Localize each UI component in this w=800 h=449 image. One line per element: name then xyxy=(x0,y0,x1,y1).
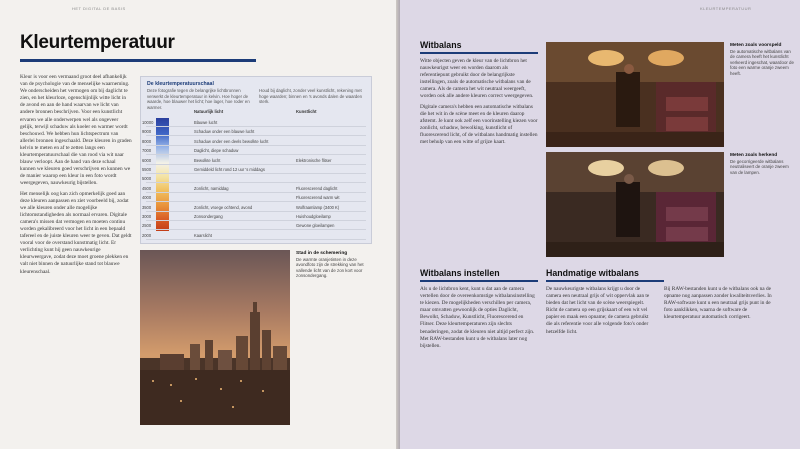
train-photo-warm xyxy=(546,42,724,147)
scale-row xyxy=(142,212,366,221)
caption-bottom xyxy=(730,152,794,175)
title-rule xyxy=(20,59,256,62)
left-page xyxy=(0,0,398,449)
artificial-light-label: Gewone gloeilampen xyxy=(296,223,335,229)
color-temperature-panel xyxy=(140,76,372,244)
artificial-light-label: Fluorescerend warm wit xyxy=(296,195,340,201)
raw-text: Bij RAW-bestanden kunt u de witbalans ook na de opname nog aanpassen zonder kwaliteitsverlies. In RAW-software kunt u een neutraal grijs punt in de foto aanklikken, waarna de software de kleurtemperatuur automatisch corrigeert. xyxy=(664,286,772,321)
handmatig-text: De nauwkeurigste witbalans krijgt u door de camera een neutraal grijs of wit oppervlak aan te bieden dat het licht van de scène weerspiegelt. Richt de camera op een grijskaart of een wit vel papier en maak een opname; de camera gebruikt die als referentie voor alle volgende foto's onder hetzelfde licht. xyxy=(546,286,650,335)
body-paragraph: Digitale camera's hebben een automatische witbalans die het wit in de scène meet en de kleuren daarop afstemt. Je kunt ook zelf een voorinstelling kiezen voor zonlicht, schaduw, bewolking, kunstlicht of fluorescerend licht, of de witbalans handmatig instellen met behulp van een witte of grijze kaart. xyxy=(420,103,538,146)
heading-witbalans: Witbalans xyxy=(420,40,462,50)
train-interior-image xyxy=(546,42,724,147)
caption-top-text: De automatische witbalans van de camera heeft het kunstlicht verkeerd ingeschat, waardoor de foto een warme oranje zweem heeft. xyxy=(730,48,794,76)
panel-intro-left: Deze fotografie tegen de belangrijke lichtbronnen verwerkt de kleurtemperatuur in kelvin. Hoe hoger de waarde, hoe blauwer het licht; hoe lager, hoe roder en warmer. xyxy=(147,88,250,110)
artificial-light-label: Huishoudgloeilamp xyxy=(296,214,331,219)
artificial-light-label: Elektronische flitser xyxy=(296,157,332,163)
heading-rule xyxy=(420,52,538,54)
scale-row xyxy=(142,118,366,127)
scale-row xyxy=(142,146,366,155)
scale-row xyxy=(142,137,366,146)
train-interior-image xyxy=(546,152,724,257)
kelvin-value: 3500 xyxy=(142,204,152,210)
right-page xyxy=(400,0,800,449)
natural-light-label: Bewolkte lucht xyxy=(194,157,221,163)
witbalans-text xyxy=(420,58,538,149)
page-title: Kleurtemperatuur xyxy=(20,32,175,53)
scale-row xyxy=(142,184,366,193)
scale-row xyxy=(142,156,366,165)
kelvin-value: 3000 xyxy=(142,214,152,219)
kelvin-value: 4500 xyxy=(142,185,152,191)
kelvin-value: 2000 xyxy=(142,232,152,238)
panel-intro-right: Houd bij daglicht, zonder veel kunstlicht, rekening met hoge waarden; binnen en 's avonds dalen de waarden sterk. xyxy=(259,88,363,104)
natural-light-label: Schaduw onder een blauwe lucht xyxy=(194,129,255,135)
instellen-text: Als u de lichtbron kent, kunt u dat aan de camera vertellen door de overeenkomstige witbalansinstelling te kiezen. De mogelijkheden verschillen per camera, maar omvatten gewoonlijk de opties Daglicht, Bewolkt, Schaduw, Kunstlicht, Fluorescerend en Flitser. Deze kleurtemperaturen zijn slechts benaderingen, zodat de kleuren niet altijd perfect zijn. Met RAW-bestanden kunt u de witbalans later nog bijstellen. xyxy=(420,286,535,349)
kelvin-value: 8000 xyxy=(142,138,152,144)
body-paragraph: Kleur is voor een vermaand groot deel afhankelijk van de psychologie van de menselijke waarneming. We onderscheiden het vermogen om bij daglicht te zien, en het kleurloze, ogenschijnlijk witte licht in de avond en aan de hand waarvan we licht van andere bronnen beschrijven. Voor een kunstlicht ervaren we alle onderwerpen wel als ongeveer gelijk, terwijl schaduw als koeler en warmer wordt beschouwd. We hebben hun lichtspectrum van allerlei bronnen ingeschaald. Deze kleuren in graden kelvin te meten en af te zetten langs een kleurtemperatuurschaal die van rood via wit naar blauw verloopt. Aan de hand van deze schaal kunnen we kleuren goed verschrijven en kunnen we de manier waarop een kleur in een foto wordt weergegeven, nauwkeurig bijstellen. xyxy=(20,74,132,187)
train-photo-corrected xyxy=(546,152,724,257)
heading-witbalans-instellen: Witbalans instellen xyxy=(420,268,500,278)
scale-row xyxy=(142,203,366,212)
body-column-left xyxy=(20,74,132,279)
artificial-light-label: Wolfraamlamp (3400 K) xyxy=(296,204,340,210)
kelvin-value: 5500 xyxy=(142,167,152,172)
natural-light-label: Daglicht, diepe schaduw xyxy=(194,148,239,154)
scale-row xyxy=(142,165,366,174)
body-paragraph: Het menselijk oog kan zich opmerkelijk goed aan deze kleuren aanpassen en ziet voorbeeld bij, zodat we alle kleuren onder alle mogelijke lichtomstandigheden als normaal ervaren. Digitale camera's missen dat vermogen en moeten continu worden gekalibreerd voor het licht in een bepaald tafereel en de juiste kleuren weer te geven. Dat geldt vooral voor de overstand kunstmatig licht. Er verlichting kunt hij geen nauwkeurige kleurweergave, zodat deze moet groene plekken en valt niet binnen de natuurlijke stand tot blauwe kleurenschaal. xyxy=(20,190,132,275)
city-caption-title: Stad in de schemering xyxy=(296,251,348,256)
kelvin-value: 9000 xyxy=(142,129,152,135)
panel-title: De kleurtemperatuurschaal xyxy=(147,81,214,87)
kelvin-value: 5000 xyxy=(142,176,152,182)
kelvin-value: 10000 xyxy=(142,120,154,125)
heading-rule xyxy=(546,280,664,282)
natural-light-label: Zonlicht, vroege ochtend, avond xyxy=(194,204,253,210)
heading-handmatige-witbalans: Handmatige witbalans xyxy=(546,268,639,278)
city-caption-text: De warmte oranjetinten in deze avondfoto zijn de strekking van het vallende licht van de zon kort voor zonsondergang. xyxy=(296,256,364,279)
kelvin-value: 6000 xyxy=(142,157,152,163)
city-skyline-image xyxy=(140,250,290,425)
body-paragraph: Witte objecten geven de kleur van de lichtbron het nauwkeurigst weer en worden daarom als referentiepunt gebruikt door de belangrijkste instellingen, zoals de automatische witbalans van de camera. Als de camera het wit neutraal weergeeft, worden ook alle andere kleuren correct weergegeven. xyxy=(420,58,534,100)
scale-row xyxy=(142,193,366,202)
city-dusk-photo xyxy=(140,250,290,425)
natural-light-label: Gemiddeld licht rond 12 uur 's middags xyxy=(194,167,265,172)
running-head-left: HET DIGITAL DE BASIS xyxy=(72,6,126,11)
natural-light-label: Kaarslicht xyxy=(194,232,212,238)
scale-row xyxy=(142,174,366,183)
city-caption xyxy=(296,250,368,279)
running-head-right: KLEURTEMPERATUUR xyxy=(700,6,752,11)
natural-light-label: Blauwe lucht xyxy=(194,120,218,125)
scale-row xyxy=(142,127,366,136)
caption-top-title: Meten zoals voorspeld xyxy=(730,43,782,48)
kelvin-value: 7000 xyxy=(142,148,152,154)
natural-light-label: Schaduw onder een deels bewolkte lucht xyxy=(194,138,269,144)
kelvin-value: 4000 xyxy=(142,195,152,201)
caption-top xyxy=(730,42,794,77)
artificial-light-label: Fluorescerend daglicht xyxy=(296,185,338,191)
column-header-natural: Natuurlijk licht xyxy=(194,109,224,114)
caption-bottom-text: De gecorrigeerde witbalans neutraliseert de oranje zweem van de lampen. xyxy=(730,158,789,175)
natural-light-label: Zonlicht, namiddag xyxy=(194,185,229,191)
caption-bottom-title: Meten zoals herkend xyxy=(730,153,778,158)
scale-row xyxy=(142,231,366,240)
heading-rule xyxy=(420,280,538,282)
kelvin-value: 2500 xyxy=(142,223,152,229)
natural-light-label: Zonsondergang xyxy=(194,214,223,219)
column-header-artificial: Kunstlicht xyxy=(296,109,317,114)
scale-row xyxy=(142,221,366,230)
